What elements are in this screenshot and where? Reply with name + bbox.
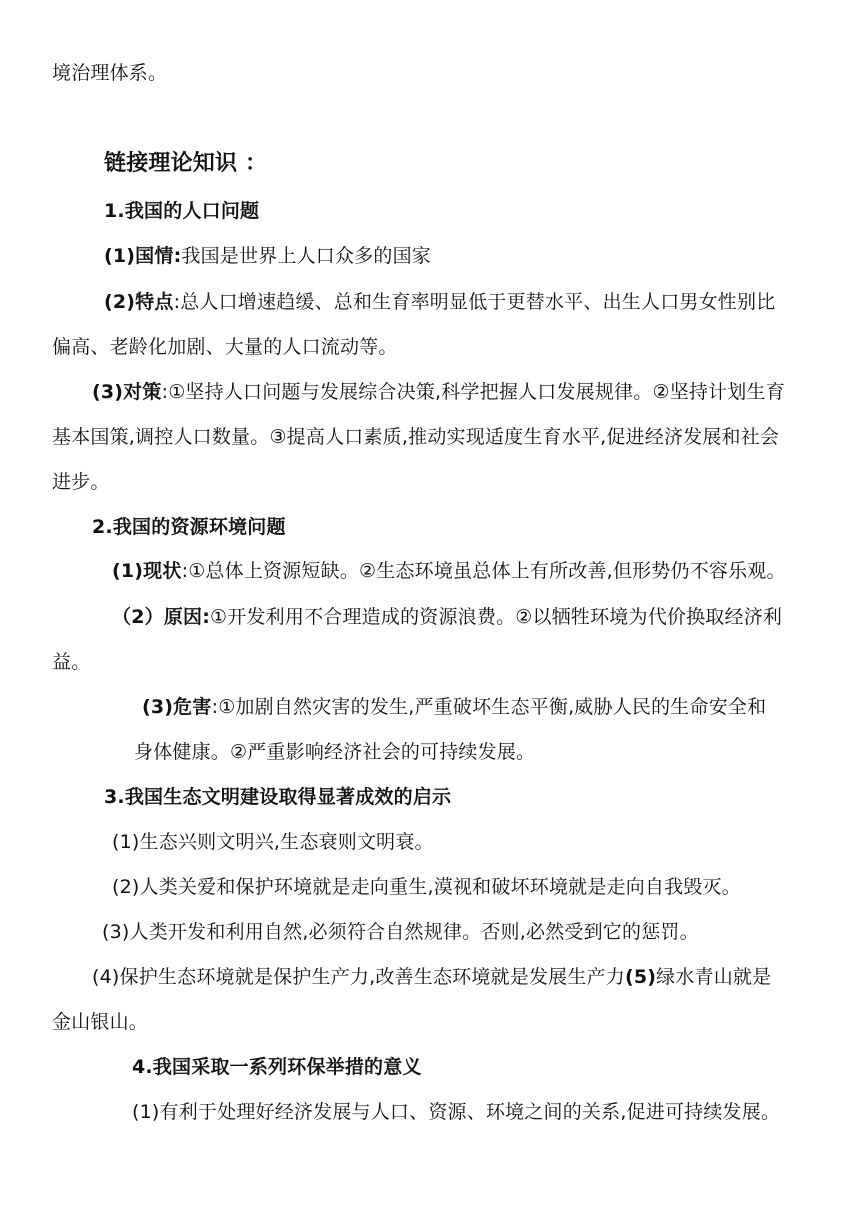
item-text: 偏高、老龄化加剧、大量的人口流动等。 [52, 336, 398, 358]
text-line [134, 739, 535, 765]
item-label: (3)对策 [92, 381, 162, 403]
item-text: ①开发利用不合理造成的资源浪费。②以牺牲环境为代价换取经济利 [210, 606, 783, 628]
item-text: 绿水青山就是 [656, 966, 772, 988]
item-text: (1)生态兴则文明兴,生态衰则文明衰。 [112, 831, 434, 853]
item-label: (1)现状 [112, 560, 182, 582]
text-line [52, 424, 779, 450]
item-text: (2)人类关爱和保护环境就是走向重生,漠视和破坏环境就是走向自我毁灭。 [112, 876, 741, 898]
text-line [52, 649, 90, 675]
item-text: :①加剧自然灾害的发生,严重破坏生态平衡,威胁人民的生命安全和 [211, 696, 767, 718]
text-line [52, 60, 167, 86]
section-heading [104, 149, 267, 179]
item-text: 进步。 [52, 471, 110, 493]
text-line [142, 694, 766, 720]
paragraph-text: 境治理体系。 [52, 62, 168, 84]
text-line [112, 829, 434, 855]
text-line [112, 874, 741, 900]
text-line [102, 919, 699, 945]
item-text: 身体健康。②严重影响经济社会的可持续发展。 [134, 741, 536, 763]
title-text: 4.我国采取一系列环保举措的意义 [132, 1056, 422, 1078]
item-label: （2）原因: [112, 606, 211, 628]
item-label: (1)国情: [104, 245, 182, 267]
text-line [112, 558, 786, 584]
section-title [132, 1054, 422, 1080]
item-text: 基本国策,调控人口数量。③提高人口素质,推动实现适度生育水平,促进经济发展和社会 [52, 426, 780, 448]
heading-text: 链接理论知识 ： [104, 151, 268, 176]
text-line [112, 604, 782, 630]
text-line [92, 964, 771, 990]
item-text: :①坚持人口问题与发展综合决策,科学把握人口发展规律。②坚持计划生育 [161, 381, 785, 403]
item-text: (3)人类开发和利用自然,必须符合自然规律。否则,必然受到它的惩罚。 [102, 921, 699, 943]
text-line [132, 1099, 780, 1125]
section-title [104, 784, 451, 810]
title-text: 1.我国的人口问题 [104, 200, 260, 222]
text-line [52, 1009, 148, 1035]
item-label: (3)危害 [142, 696, 212, 718]
item-text: 益。 [52, 651, 91, 673]
text-line [52, 469, 110, 495]
item-label: (5) [624, 966, 657, 988]
text-line [104, 289, 775, 315]
item-text: :①总体上资源短缺。②生态环境虽总体上有所改善,但形势仍不容乐观。 [181, 560, 786, 582]
text-line [104, 243, 431, 269]
item-text: (1)有利于处理好经济发展与人口、资源、环境之间的关系,促进可持续发展。 [132, 1101, 781, 1123]
item-text: (4)保护生态环境就是保护生产力,改善生态环境就是发展生产力 [92, 966, 625, 988]
title-text: 3.我国生态文明建设取得显著成效的启示 [104, 786, 452, 808]
text-line [92, 379, 785, 405]
section-title [92, 514, 286, 540]
item-text: :总人口增速趋缓、总和生育率明显低于更替水平、出生人口男女性别比 [173, 291, 776, 313]
title-text: 2.我国的资源环境问题 [92, 516, 286, 538]
item-label: (2)特点 [104, 291, 174, 313]
section-title [104, 198, 259, 224]
item-text: 金山银山。 [52, 1011, 149, 1033]
text-line [52, 334, 398, 360]
item-text: 我国是世界上人口众多的国家 [181, 245, 431, 267]
